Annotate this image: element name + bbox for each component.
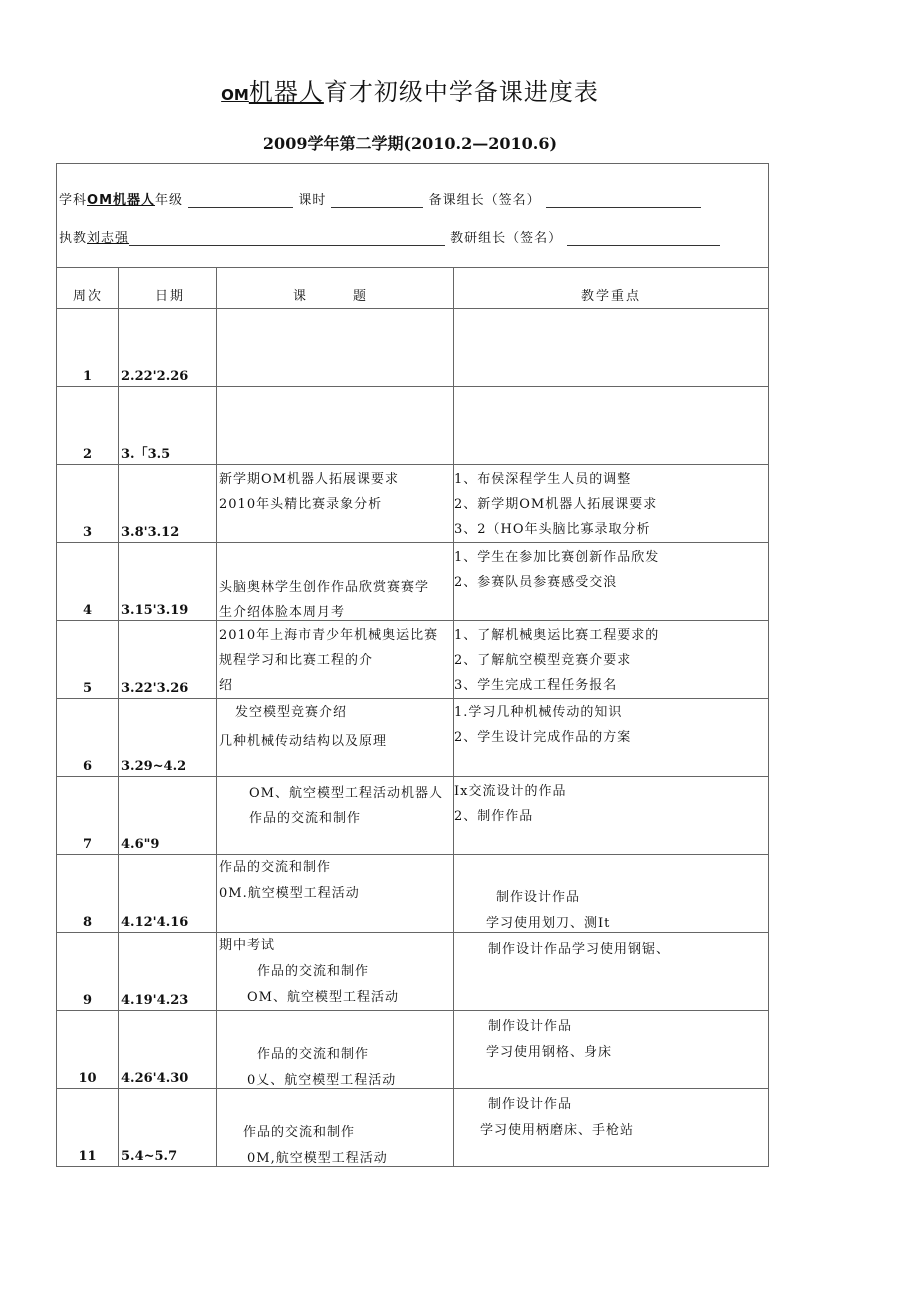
week-cell [57, 699, 119, 777]
topic-cell [217, 855, 454, 933]
table-row [57, 699, 769, 777]
topic-line: 生介绍体脸本周月考 [219, 605, 346, 620]
table-row [57, 465, 769, 543]
focus-line: 3、2（HO年头脑比寡录取分析 [454, 522, 651, 537]
topic-line: OM、航空模型工程活动机器人 [249, 786, 443, 801]
topic-cell [217, 777, 454, 855]
hours-label: 课时 [298, 193, 327, 208]
focus-line: 学习使用柄磨床、手枪站 [480, 1123, 635, 1138]
col-topic: 课 题 [217, 268, 454, 309]
topic-cell [217, 1011, 454, 1089]
date-cell [119, 699, 217, 777]
week-cell [57, 387, 119, 465]
focus-line: 1、布侯深程学生人员的调整 [454, 472, 632, 487]
leader-signature-field[interactable] [546, 193, 701, 208]
focus-cell [454, 777, 769, 855]
header-line-1 [59, 189, 701, 208]
topic-cell [217, 309, 454, 387]
focus-line: 制作设计作品 [488, 1097, 573, 1112]
week-number: 7 [82, 837, 93, 852]
date-range: 4.26'4.30 [121, 1071, 189, 1086]
teacher-value: 刘志强 [87, 231, 130, 246]
week-number: 2 [82, 447, 93, 462]
date-range: 2.22'2.26 [121, 369, 189, 384]
focus-line: 1、学生在参加比赛创新作品欣发 [454, 550, 660, 565]
table-row [57, 855, 769, 933]
progress-table [56, 163, 769, 1167]
title-prefix: OM [221, 86, 249, 104]
grade-field[interactable] [188, 193, 293, 208]
table-row [57, 933, 769, 1011]
focus-line: 制作设计作品 [488, 1019, 573, 1034]
header-line-2 [59, 227, 720, 246]
topic-cell [217, 465, 454, 543]
subject-value: OM机器人 [87, 193, 156, 208]
date-cell [119, 543, 217, 621]
focus-line: 3、学生完成工程任务报名 [454, 678, 618, 693]
week-number: 10 [78, 1071, 97, 1086]
focus-line: 2、制作作品 [454, 809, 534, 824]
focus-line: 2、参赛队员参赛感受交浪 [454, 575, 618, 590]
focus-cell [454, 465, 769, 543]
topic-line: 0M,航空模型工程活动 [247, 1151, 388, 1166]
week-cell [57, 621, 119, 699]
date-range: 4.6"9 [121, 837, 160, 852]
date-cell [119, 1011, 217, 1089]
focus-cell [454, 1089, 769, 1167]
topic-line: 头脑奥林学生创作作品欣赏赛赛学 [219, 580, 430, 595]
column-header-row [57, 268, 769, 309]
topic-cell [217, 543, 454, 621]
teacher-label: 执教 [59, 231, 88, 246]
topic-line: 2010年头精比赛录象分析 [219, 497, 383, 512]
table-row [57, 1089, 769, 1167]
focus-line: 制作设计作品 [496, 890, 581, 905]
table-row [57, 621, 769, 699]
focus-line: Ix交流设计的作品 [454, 784, 567, 799]
topic-line: 新学期OM机器人拓展课要求 [219, 472, 399, 487]
date-cell [119, 933, 217, 1011]
research-label: 教研组长（签名） [450, 231, 563, 246]
topic-line: 规程学习和比赛工程的介 [219, 653, 374, 668]
week-number: 6 [82, 759, 93, 774]
date-range: 4.12'4.16 [121, 915, 189, 930]
week-number: 3 [82, 525, 93, 540]
focus-line: 1、了解机械奥运比赛工程要求的 [454, 628, 660, 643]
topic-cell [217, 1089, 454, 1167]
topic-line: 绍 [219, 678, 234, 693]
topic-line: 0乂、航空模型工程活动 [247, 1073, 397, 1088]
topic-line: 作品的交流和制作 [243, 1125, 356, 1140]
leader-label: 备课组长（签名） [428, 193, 541, 208]
table-row [57, 309, 769, 387]
week-cell [57, 933, 119, 1011]
grade-label: 年级 [155, 193, 184, 208]
date-range: 3.29~4.2 [121, 759, 187, 774]
date-range: 4.19'4.23 [121, 993, 189, 1008]
table-row [57, 1011, 769, 1089]
focus-cell [454, 933, 769, 1011]
week-cell [57, 465, 119, 543]
hours-field[interactable] [331, 193, 423, 208]
date-cell [119, 777, 217, 855]
week-cell [57, 1089, 119, 1167]
focus-line: 学习使用钢格、身床 [486, 1045, 613, 1060]
teacher-field[interactable] [129, 231, 445, 246]
week-cell [57, 777, 119, 855]
focus-line: 1.学习几种机械传动的知识 [454, 705, 623, 720]
document-title [0, 72, 820, 107]
topic-line: 几种机械传动结构以及原理 [219, 734, 388, 749]
date-cell [119, 387, 217, 465]
date-cell [119, 621, 217, 699]
table-row [57, 387, 769, 465]
week-cell [57, 1011, 119, 1089]
focus-cell [454, 309, 769, 387]
topic-cell [217, 699, 454, 777]
document-subtitle: 2009学年第二学期(2010.2—2010.6) [262, 134, 558, 153]
topic-line: 2010年上海市青少年机械奥运比赛 [219, 628, 439, 643]
topic-line: 期中考试 [219, 938, 276, 953]
col-focus: 教学重点 [454, 268, 769, 309]
topic-line: 0M.航空模型工程活动 [219, 886, 360, 901]
topic-cell [217, 621, 454, 720]
topic-line: 发空模型竞赛介绍 [235, 705, 348, 720]
topic-line: 作品的交流和制作 [257, 964, 370, 979]
focus-cell [454, 855, 769, 933]
week-number: 5 [82, 681, 93, 696]
week-number: 9 [82, 993, 93, 1008]
date-range: 3.15'3.19 [121, 603, 189, 618]
table-row [57, 777, 769, 855]
date-range: 3.8'3.12 [121, 525, 180, 540]
week-number: 11 [78, 1149, 97, 1164]
week-cell [57, 309, 119, 387]
date-cell [119, 1089, 217, 1167]
focus-cell [454, 1011, 769, 1089]
topic-line: 作品的交流和制作 [257, 1047, 370, 1062]
focus-line: 2、了解航空模型竞赛介要求 [454, 653, 632, 668]
focus-line: 2、新学期OM机器人拓展课要求 [454, 497, 658, 512]
week-number: 1 [82, 369, 93, 384]
focus-line: 2、学生设计完成作品的方案 [454, 730, 632, 745]
title-rest: 育才初级中学备课进度表 [323, 78, 599, 106]
week-number: 8 [82, 915, 93, 930]
table-row [57, 543, 769, 621]
date-range: 5.4~5.7 [121, 1149, 178, 1164]
col-date: 日期 [119, 268, 217, 309]
focus-cell [454, 543, 769, 621]
research-signature-field[interactable] [567, 231, 720, 246]
topic-line: OM、航空模型工程活动 [247, 990, 399, 1005]
focus-line: 制作设计作品学习使用钢锯、 [488, 942, 671, 957]
topic-cell [217, 933, 454, 1011]
topic-line: 作品的交流和制作 [219, 860, 332, 875]
week-cell [57, 543, 119, 621]
week-number: 4 [82, 603, 93, 618]
header-block [57, 164, 769, 268]
topic-line: 作品的交流和制作 [249, 811, 362, 826]
date-cell [119, 465, 217, 543]
date-range: 3.22'3.26 [121, 681, 189, 696]
date-cell [119, 855, 217, 933]
topic-cell [217, 387, 454, 465]
col-week: 周次 [57, 268, 119, 309]
focus-cell [454, 621, 769, 699]
date-range: 3.「3.5 [121, 447, 171, 462]
subject-label: 学科 [59, 193, 88, 208]
focus-cell [454, 387, 769, 465]
focus-cell [454, 699, 769, 777]
focus-line: 学习使用划刀、测It [486, 916, 611, 931]
date-cell [119, 309, 217, 387]
title-org: 机器人 [248, 78, 324, 106]
week-cell [57, 855, 119, 933]
